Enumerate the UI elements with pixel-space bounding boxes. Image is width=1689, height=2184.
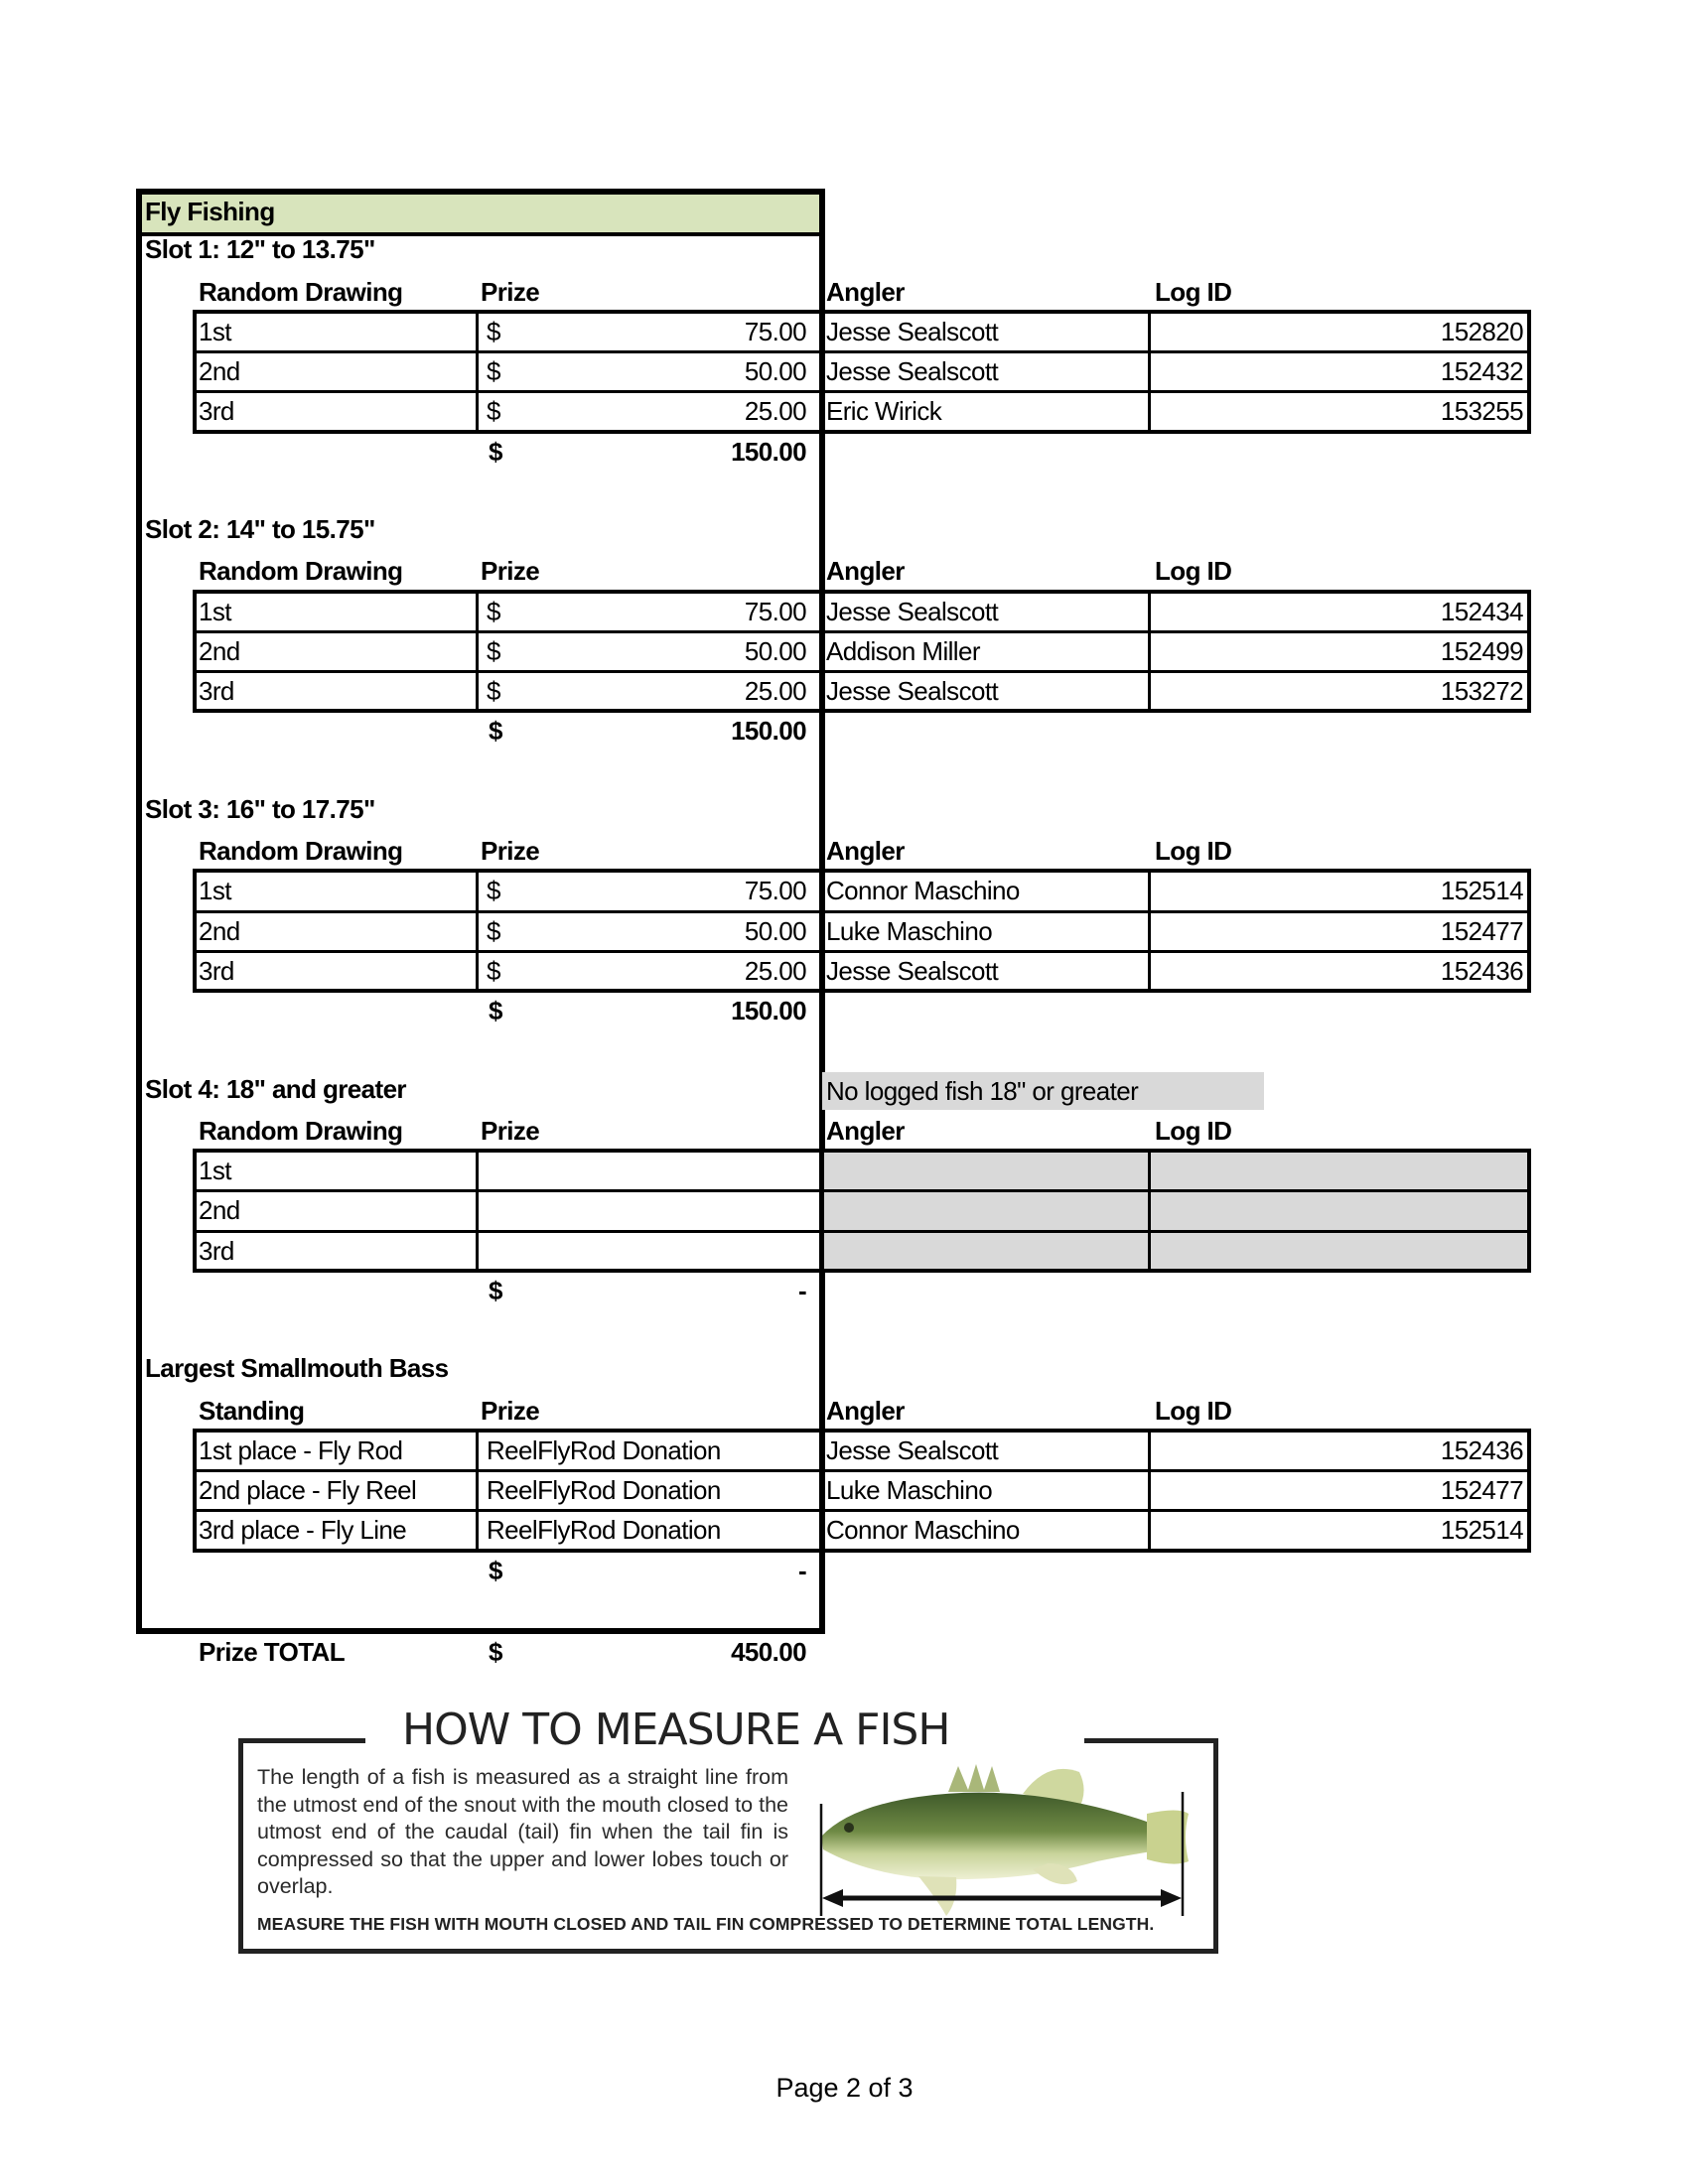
row-place: 3rd place - Fly Line xyxy=(199,1515,407,1546)
column-divider xyxy=(476,871,479,991)
row-log-id: 152436 xyxy=(1440,1434,1523,1465)
subtotal-value: 150.00 xyxy=(731,436,806,467)
row-angler: Eric Wirick xyxy=(826,396,942,427)
row-log-id: 152436 xyxy=(1440,955,1523,986)
row-angler: Jesse Sealscott xyxy=(826,596,999,626)
row-log-id: 152477 xyxy=(1440,915,1523,946)
no-fish-note: No logged fish 18" or greater xyxy=(826,1075,1139,1106)
row-prize-amount: 50.00 xyxy=(744,635,806,666)
column-divider xyxy=(821,592,824,712)
row-place: 3rd xyxy=(199,955,234,986)
row-angler: Connor Maschino xyxy=(826,1515,1020,1546)
page-number: Page 2 of 3 xyxy=(775,2073,914,2103)
col-header-place: Standing xyxy=(199,1395,305,1426)
row-prize-currency: $ xyxy=(487,316,500,346)
row-prize: ReelFlyRod Donation xyxy=(487,1434,721,1465)
fish-eye xyxy=(844,1823,854,1833)
row-place: 2nd place - Fly Reel xyxy=(199,1475,417,1505)
row-log-id: 152477 xyxy=(1440,1475,1523,1505)
col-header-angler: Angler xyxy=(826,1395,905,1426)
slot-title: Slot 2: 14" to 15.75" xyxy=(145,514,375,544)
column-divider xyxy=(821,1431,824,1551)
row-place: 1st xyxy=(199,876,231,906)
row-place: 3rd xyxy=(199,396,234,427)
subtotal-currency: $ xyxy=(489,716,502,747)
col-header-log-id: Log ID xyxy=(1155,1115,1232,1146)
col-header-angler: Angler xyxy=(826,556,905,587)
results-table xyxy=(193,1149,1531,1273)
row-prize-amount: 75.00 xyxy=(744,316,806,346)
col-header-angler: Angler xyxy=(826,836,905,866)
column-divider xyxy=(476,592,479,712)
row-angler: Jesse Sealscott xyxy=(826,955,999,986)
infographic-footer: MEASURE THE FISH WITH MOUTH CLOSED AND TAIL FIN COMPRESSED TO DETERMINE TOTAL LENGTH. xyxy=(257,1914,1155,1934)
slot-title: Slot 3: 16" to 17.75" xyxy=(145,793,375,824)
frame-top-right-rule xyxy=(1084,1738,1218,1743)
bass-fish-icon xyxy=(809,1752,1196,1921)
row-log-id: 152432 xyxy=(1440,356,1523,386)
row-place: 2nd xyxy=(199,1195,240,1226)
col-header-place: Random Drawing xyxy=(199,556,403,587)
row-place: 1st xyxy=(199,1156,231,1185)
row-divider xyxy=(193,1230,1531,1233)
row-log-id: 153255 xyxy=(1440,396,1523,427)
row-log-id: 152514 xyxy=(1440,1515,1523,1546)
row-prize-amount: 50.00 xyxy=(744,915,806,946)
col-header-prize: Prize xyxy=(481,1115,540,1146)
subtotal-value: - xyxy=(797,1275,806,1305)
col-header-log-id: Log ID xyxy=(1155,1395,1232,1426)
row-prize: ReelFlyRod Donation xyxy=(487,1475,721,1505)
row-angler: Addison Miller xyxy=(826,635,980,666)
subtotal-currency: $ xyxy=(489,436,502,467)
row-angler: Jesse Sealscott xyxy=(826,356,999,386)
row-place: 2nd xyxy=(199,356,240,386)
prize-total-label: Prize TOTAL xyxy=(199,1637,346,1667)
row-log-id: 152434 xyxy=(1440,596,1523,626)
row-log-id: 152514 xyxy=(1440,876,1523,906)
col-header-place: Random Drawing xyxy=(199,1115,403,1146)
slot-title: Largest Smallmouth Bass xyxy=(145,1353,449,1384)
row-place: 2nd xyxy=(199,635,240,666)
row-divider xyxy=(193,1189,1531,1192)
subtotal-value: - xyxy=(797,1555,806,1585)
row-prize-currency: $ xyxy=(487,396,500,427)
row-angler: Jesse Sealscott xyxy=(826,676,999,706)
column-divider xyxy=(476,1151,479,1271)
column-divider xyxy=(821,312,824,432)
column-divider xyxy=(476,1431,479,1551)
row-place: 2nd xyxy=(199,915,240,946)
subtotal-currency: $ xyxy=(489,1275,502,1305)
arrow-right-head xyxy=(1161,1889,1182,1907)
row-log-id: 153272 xyxy=(1440,676,1523,706)
col-header-place: Random Drawing xyxy=(199,276,403,307)
row-prize-currency: $ xyxy=(487,876,500,906)
prize-total-currency: $ xyxy=(489,1637,502,1667)
row-angler: Connor Maschino xyxy=(826,876,1020,906)
col-header-prize: Prize xyxy=(481,836,540,866)
row-prize-amount: 50.00 xyxy=(744,356,806,386)
row-prize-currency: $ xyxy=(487,676,500,706)
col-header-place: Random Drawing xyxy=(199,836,403,866)
row-angler: Luke Maschino xyxy=(826,1475,993,1505)
col-header-log-id: Log ID xyxy=(1155,556,1232,587)
subtotal-currency: $ xyxy=(489,996,502,1025)
row-log-id: 152499 xyxy=(1440,635,1523,666)
row-log-id: 152820 xyxy=(1440,316,1523,346)
col-header-prize: Prize xyxy=(481,276,540,307)
row-angler: Jesse Sealscott xyxy=(826,316,999,346)
fish-body xyxy=(821,1793,1152,1880)
arrow-left-head xyxy=(822,1889,843,1907)
row-place: 1st place - Fly Rod xyxy=(199,1434,403,1465)
infographic-title: HOW TO MEASURE A FISH xyxy=(402,1705,950,1755)
col-header-angler: Angler xyxy=(826,1115,905,1146)
column-divider xyxy=(1148,1151,1151,1271)
infographic-paragraph: The length of a fish is measured as a straight line from the utmost end of the snout with the mouth closed to the utmost end of the caudal (tail) fin when the tail fin is compressed so that the upper and lower lobes touch or overlap. xyxy=(257,1765,788,1898)
row-prize: ReelFlyRod Donation xyxy=(487,1515,721,1546)
col-header-log-id: Log ID xyxy=(1155,276,1232,307)
row-prize-currency: $ xyxy=(487,635,500,666)
subtotal-currency: $ xyxy=(489,1555,502,1585)
row-place: 1st xyxy=(199,316,231,346)
prize-total-value: 450.00 xyxy=(731,1637,806,1667)
column-divider xyxy=(476,312,479,432)
row-place: 3rd xyxy=(199,1235,234,1266)
col-header-angler: Angler xyxy=(826,276,905,307)
col-header-log-id: Log ID xyxy=(1155,836,1232,866)
row-prize-amount: 25.00 xyxy=(744,396,806,427)
row-prize-amount: 75.00 xyxy=(744,596,806,626)
row-prize-currency: $ xyxy=(487,356,500,386)
row-prize-currency: $ xyxy=(487,596,500,626)
row-angler: Luke Maschino xyxy=(826,915,993,946)
subtotal-value: 150.00 xyxy=(731,716,806,747)
frame-top-left-rule xyxy=(238,1738,365,1743)
col-header-prize: Prize xyxy=(481,1395,540,1426)
slot-title: Slot 1: 12" to 13.75" xyxy=(145,234,375,265)
row-place: 3rd xyxy=(199,676,234,706)
column-divider xyxy=(821,1151,824,1271)
row-prize-amount: 75.00 xyxy=(744,876,806,906)
row-angler: Jesse Sealscott xyxy=(826,1434,999,1465)
row-prize-amount: 25.00 xyxy=(744,676,806,706)
subtotal-value: 150.00 xyxy=(731,996,806,1025)
row-prize-amount: 25.00 xyxy=(744,955,806,986)
col-header-prize: Prize xyxy=(481,556,540,587)
row-place: 1st xyxy=(199,596,231,626)
row-prize-currency: $ xyxy=(487,955,500,986)
row-prize-currency: $ xyxy=(487,915,500,946)
dorsal-spines xyxy=(948,1764,1000,1792)
column-divider xyxy=(821,871,824,991)
section-title: Fly Fishing xyxy=(145,197,275,226)
slot-title: Slot 4: 18" and greater xyxy=(145,1073,406,1104)
